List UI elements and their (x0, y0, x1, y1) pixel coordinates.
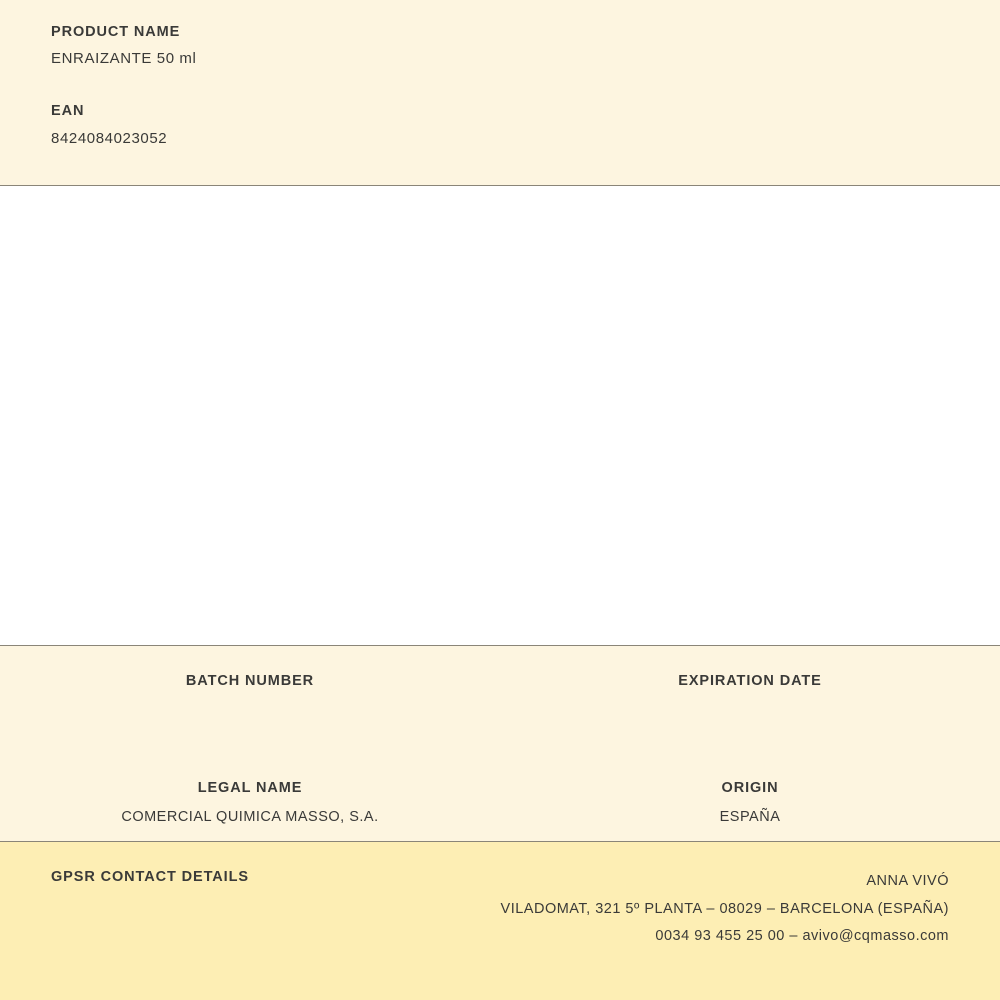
expiration-date-value (500, 701, 1000, 717)
gpsr-contact-details (501, 868, 949, 951)
batch-number-label: BATCH NUMBER (185, 673, 315, 689)
ean-value: 8424084023052 (51, 129, 168, 147)
origin-label: ORIGIN (721, 780, 779, 797)
expiration-date-field (500, 673, 1000, 717)
batch-number-field (0, 673, 500, 717)
details-row-legal-origin (0, 717, 1000, 826)
legal-name-field (0, 780, 500, 826)
contact-phone-email: 0034 93 455 25 00 – avivo@cqmasso.com (655, 928, 949, 945)
ean-label: EAN (51, 103, 85, 120)
product-name-field (51, 24, 950, 68)
contact-address: VILADOMAT, 321 5º PLANTA – 08029 – BARCELONA (ESPAÑA) (500, 900, 949, 917)
gpsr-contact-title: GPSR CONTACT DETAILS (51, 869, 249, 885)
gpsr-contact-section (0, 842, 1000, 1000)
product-name-value: ENRAIZANTE 50 ml (51, 50, 197, 68)
product-name-label: PRODUCT NAME (51, 24, 181, 40)
contact-name: ANNA VIVÓ (866, 873, 949, 889)
origin-value: ESPAÑA (719, 808, 781, 825)
origin-field (500, 780, 1000, 826)
batch-number-value (0, 701, 500, 717)
ean-field (51, 103, 950, 147)
product-details-section (0, 646, 1000, 842)
blank-content-area (0, 186, 1000, 646)
legal-name-value: COMERCIAL QUIMICA MASSO, S.A. (121, 808, 379, 825)
details-row-batch-expiration (0, 646, 1000, 717)
expiration-date-label: EXPIRATION DATE (678, 673, 822, 689)
product-identity-section (0, 0, 1000, 186)
legal-name-label: LEGAL NAME (197, 780, 303, 797)
